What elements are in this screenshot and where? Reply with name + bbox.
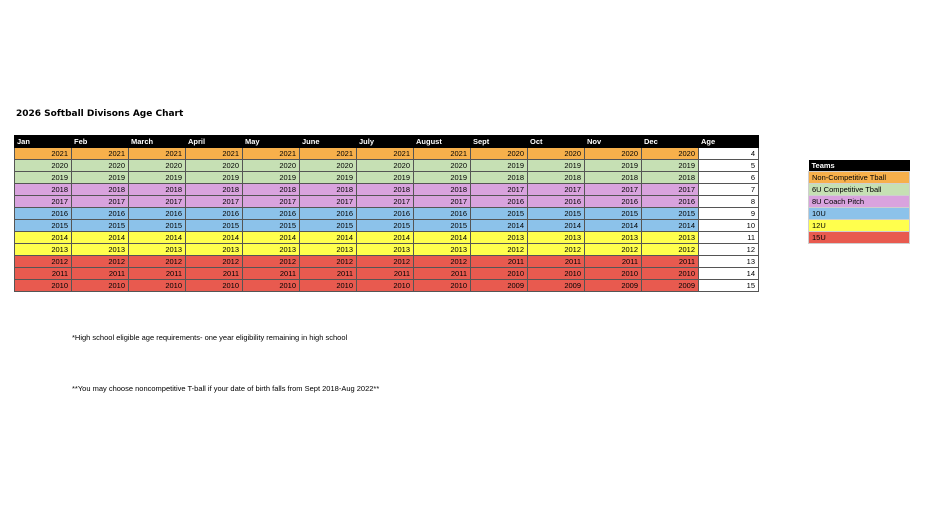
year-cell: 2018: [471, 172, 528, 184]
header-june: June: [300, 136, 357, 148]
year-cell: 2013: [471, 232, 528, 244]
year-cell: 2011: [15, 268, 72, 280]
table-header-row: [15, 136, 759, 148]
year-cell: 2020: [414, 160, 471, 172]
year-cell: 2017: [72, 196, 129, 208]
year-cell: 2016: [642, 196, 699, 208]
year-cell: 2013: [186, 244, 243, 256]
year-cell: 2017: [357, 196, 414, 208]
year-cell: 2013: [72, 244, 129, 256]
year-cell: 2019: [186, 172, 243, 184]
year-cell: 2013: [357, 244, 414, 256]
year-cell: 2018: [585, 172, 642, 184]
year-cell: 2015: [642, 208, 699, 220]
year-cell: 2020: [585, 148, 642, 160]
year-cell: 2013: [15, 244, 72, 256]
header-march: March: [129, 136, 186, 148]
legend-item: 15U: [809, 232, 910, 244]
table-row: [15, 196, 759, 208]
year-cell: 2017: [243, 196, 300, 208]
year-cell: 2010: [15, 280, 72, 292]
legend-row: [809, 184, 910, 196]
year-cell: 2015: [357, 220, 414, 232]
age-cell: 8: [699, 196, 759, 208]
year-cell: 2020: [129, 160, 186, 172]
legend-item: 6U Competitive Tball: [809, 184, 910, 196]
year-cell: 2017: [15, 196, 72, 208]
year-cell: 2012: [357, 256, 414, 268]
year-cell: 2021: [72, 148, 129, 160]
year-cell: 2017: [642, 184, 699, 196]
year-cell: 2015: [186, 220, 243, 232]
year-cell: 2014: [585, 220, 642, 232]
year-cell: 2013: [528, 232, 585, 244]
year-cell: 2011: [585, 256, 642, 268]
year-cell: 2012: [15, 256, 72, 268]
year-cell: 2016: [15, 208, 72, 220]
header-may: May: [243, 136, 300, 148]
year-cell: 2011: [243, 268, 300, 280]
year-cell: 2009: [642, 280, 699, 292]
year-cell: 2018: [414, 184, 471, 196]
year-cell: 2010: [414, 280, 471, 292]
year-cell: 2016: [129, 208, 186, 220]
legend-row: [809, 220, 910, 232]
note-noncompetitive-tball: **You may choose noncompetitive T-ball if your date of birth falls from Sept 2018-Aug 2022**: [72, 384, 380, 393]
year-cell: 2021: [129, 148, 186, 160]
year-cell: 2021: [243, 148, 300, 160]
year-cell: 2011: [357, 268, 414, 280]
year-cell: 2010: [471, 268, 528, 280]
year-cell: 2020: [243, 160, 300, 172]
table-row: [15, 220, 759, 232]
year-cell: 2013: [243, 244, 300, 256]
year-cell: 2010: [300, 280, 357, 292]
year-cell: 2013: [300, 244, 357, 256]
year-cell: 2011: [642, 256, 699, 268]
year-cell: 2015: [15, 220, 72, 232]
year-cell: 2019: [528, 160, 585, 172]
year-cell: 2011: [72, 268, 129, 280]
year-cell: 2014: [642, 220, 699, 232]
year-cell: 2019: [129, 172, 186, 184]
header-august: August: [414, 136, 471, 148]
year-cell: 2021: [414, 148, 471, 160]
legend-item: 8U Coach Pitch: [809, 196, 910, 208]
year-cell: 2016: [357, 208, 414, 220]
year-cell: 2012: [471, 244, 528, 256]
table-row: [15, 244, 759, 256]
age-cell: 13: [699, 256, 759, 268]
age-cell: 7: [699, 184, 759, 196]
year-cell: 2014: [243, 232, 300, 244]
year-cell: 2017: [129, 196, 186, 208]
legend-title: Teams: [809, 160, 910, 172]
year-cell: 2016: [300, 208, 357, 220]
year-cell: 2015: [243, 220, 300, 232]
table-row: [15, 148, 759, 160]
year-cell: 2014: [129, 232, 186, 244]
year-cell: 2016: [186, 208, 243, 220]
header-nov: Nov: [585, 136, 642, 148]
year-cell: 2009: [471, 280, 528, 292]
year-cell: 2020: [642, 148, 699, 160]
year-cell: 2016: [243, 208, 300, 220]
year-cell: 2014: [528, 220, 585, 232]
legend-item: Non-Competitive Tball: [809, 172, 910, 184]
year-cell: 2011: [528, 256, 585, 268]
year-cell: 2011: [186, 268, 243, 280]
year-cell: 2018: [15, 184, 72, 196]
header-feb: Feb: [72, 136, 129, 148]
year-cell: 2017: [585, 184, 642, 196]
table-row: [15, 208, 759, 220]
year-cell: 2011: [471, 256, 528, 268]
year-cell: 2018: [186, 184, 243, 196]
age-cell: 12: [699, 244, 759, 256]
age-cell: 9: [699, 208, 759, 220]
header-july: July: [357, 136, 414, 148]
header-age: Age: [699, 136, 759, 148]
year-cell: 2015: [528, 208, 585, 220]
year-cell: 2019: [300, 172, 357, 184]
year-cell: 2012: [243, 256, 300, 268]
year-cell: 2020: [357, 160, 414, 172]
year-cell: 2015: [585, 208, 642, 220]
year-cell: 2011: [414, 268, 471, 280]
year-cell: 2016: [414, 208, 471, 220]
year-cell: 2019: [243, 172, 300, 184]
year-cell: 2012: [528, 244, 585, 256]
table-row: [15, 268, 759, 280]
year-cell: 2014: [15, 232, 72, 244]
year-cell: 2014: [414, 232, 471, 244]
year-cell: 2009: [528, 280, 585, 292]
year-cell: 2020: [300, 160, 357, 172]
age-cell: 5: [699, 160, 759, 172]
year-cell: 2014: [186, 232, 243, 244]
note-high-school-eligibility: *High school eligible age requirements- one year eligibility remaining in high school: [72, 333, 348, 342]
year-cell: 2019: [72, 172, 129, 184]
age-cell: 15: [699, 280, 759, 292]
year-cell: 2017: [414, 196, 471, 208]
year-cell: 2010: [72, 280, 129, 292]
chart-title: 2026 Softball Divisons Age Chart: [16, 109, 184, 119]
year-cell: 2013: [585, 232, 642, 244]
year-cell: 2016: [471, 196, 528, 208]
teams-legend: [808, 160, 910, 244]
year-cell: 2012: [585, 244, 642, 256]
year-cell: 2018: [528, 172, 585, 184]
age-cell: 6: [699, 172, 759, 184]
year-cell: 2014: [357, 232, 414, 244]
year-cell: 2016: [528, 196, 585, 208]
year-cell: 2012: [186, 256, 243, 268]
year-cell: 2017: [471, 184, 528, 196]
year-cell: 2019: [585, 160, 642, 172]
year-cell: 2013: [642, 232, 699, 244]
table-row: [15, 172, 759, 184]
legend-row: [809, 196, 910, 208]
year-cell: 2019: [357, 172, 414, 184]
year-cell: 2020: [186, 160, 243, 172]
year-cell: 2016: [72, 208, 129, 220]
table-row: [15, 160, 759, 172]
age-cell: 11: [699, 232, 759, 244]
year-cell: 2018: [300, 184, 357, 196]
legend-row: [809, 208, 910, 220]
year-cell: 2019: [414, 172, 471, 184]
year-cell: 2017: [186, 196, 243, 208]
year-cell: 2010: [129, 280, 186, 292]
header-oct: Oct: [528, 136, 585, 148]
year-cell: 2013: [129, 244, 186, 256]
legend-item: 10U: [809, 208, 910, 220]
year-cell: 2019: [642, 160, 699, 172]
year-cell: 2018: [72, 184, 129, 196]
year-cell: 2020: [72, 160, 129, 172]
year-cell: 2018: [357, 184, 414, 196]
year-cell: 2021: [357, 148, 414, 160]
age-cell: 10: [699, 220, 759, 232]
year-cell: 2019: [471, 160, 528, 172]
legend-row: [809, 172, 910, 184]
year-cell: 2018: [642, 172, 699, 184]
table-row: [15, 256, 759, 268]
year-cell: 2012: [72, 256, 129, 268]
header-sept: Sept: [471, 136, 528, 148]
year-cell: 2014: [471, 220, 528, 232]
year-cell: 2012: [129, 256, 186, 268]
year-cell: 2011: [129, 268, 186, 280]
year-cell: 2012: [642, 244, 699, 256]
year-cell: 2012: [300, 256, 357, 268]
year-cell: 2020: [471, 148, 528, 160]
table-row: [15, 280, 759, 292]
year-cell: 2010: [528, 268, 585, 280]
year-cell: 2021: [300, 148, 357, 160]
year-cell: 2010: [642, 268, 699, 280]
year-cell: 2020: [528, 148, 585, 160]
year-cell: 2010: [357, 280, 414, 292]
year-cell: 2009: [585, 280, 642, 292]
header-dec: Dec: [642, 136, 699, 148]
year-cell: 2019: [15, 172, 72, 184]
age-cell: 14: [699, 268, 759, 280]
header-jan: Jan: [15, 136, 72, 148]
year-cell: 2015: [129, 220, 186, 232]
year-cell: 2012: [414, 256, 471, 268]
year-cell: 2018: [243, 184, 300, 196]
year-cell: 2020: [15, 160, 72, 172]
year-cell: 2010: [585, 268, 642, 280]
year-cell: 2010: [186, 280, 243, 292]
year-cell: 2018: [129, 184, 186, 196]
year-cell: 2011: [300, 268, 357, 280]
year-cell: 2015: [471, 208, 528, 220]
table-row: [15, 232, 759, 244]
age-chart-table: [14, 135, 759, 292]
year-cell: 2017: [528, 184, 585, 196]
year-cell: 2021: [186, 148, 243, 160]
age-cell: 4: [699, 148, 759, 160]
legend-item: 12U: [809, 220, 910, 232]
year-cell: 2010: [243, 280, 300, 292]
year-cell: 2017: [300, 196, 357, 208]
year-cell: 2015: [72, 220, 129, 232]
legend-row: [809, 232, 910, 244]
year-cell: 2015: [414, 220, 471, 232]
year-cell: 2014: [72, 232, 129, 244]
year-cell: 2021: [15, 148, 72, 160]
year-cell: 2013: [414, 244, 471, 256]
year-cell: 2016: [585, 196, 642, 208]
table-row: [15, 184, 759, 196]
header-april: April: [186, 136, 243, 148]
year-cell: 2014: [300, 232, 357, 244]
year-cell: 2015: [300, 220, 357, 232]
